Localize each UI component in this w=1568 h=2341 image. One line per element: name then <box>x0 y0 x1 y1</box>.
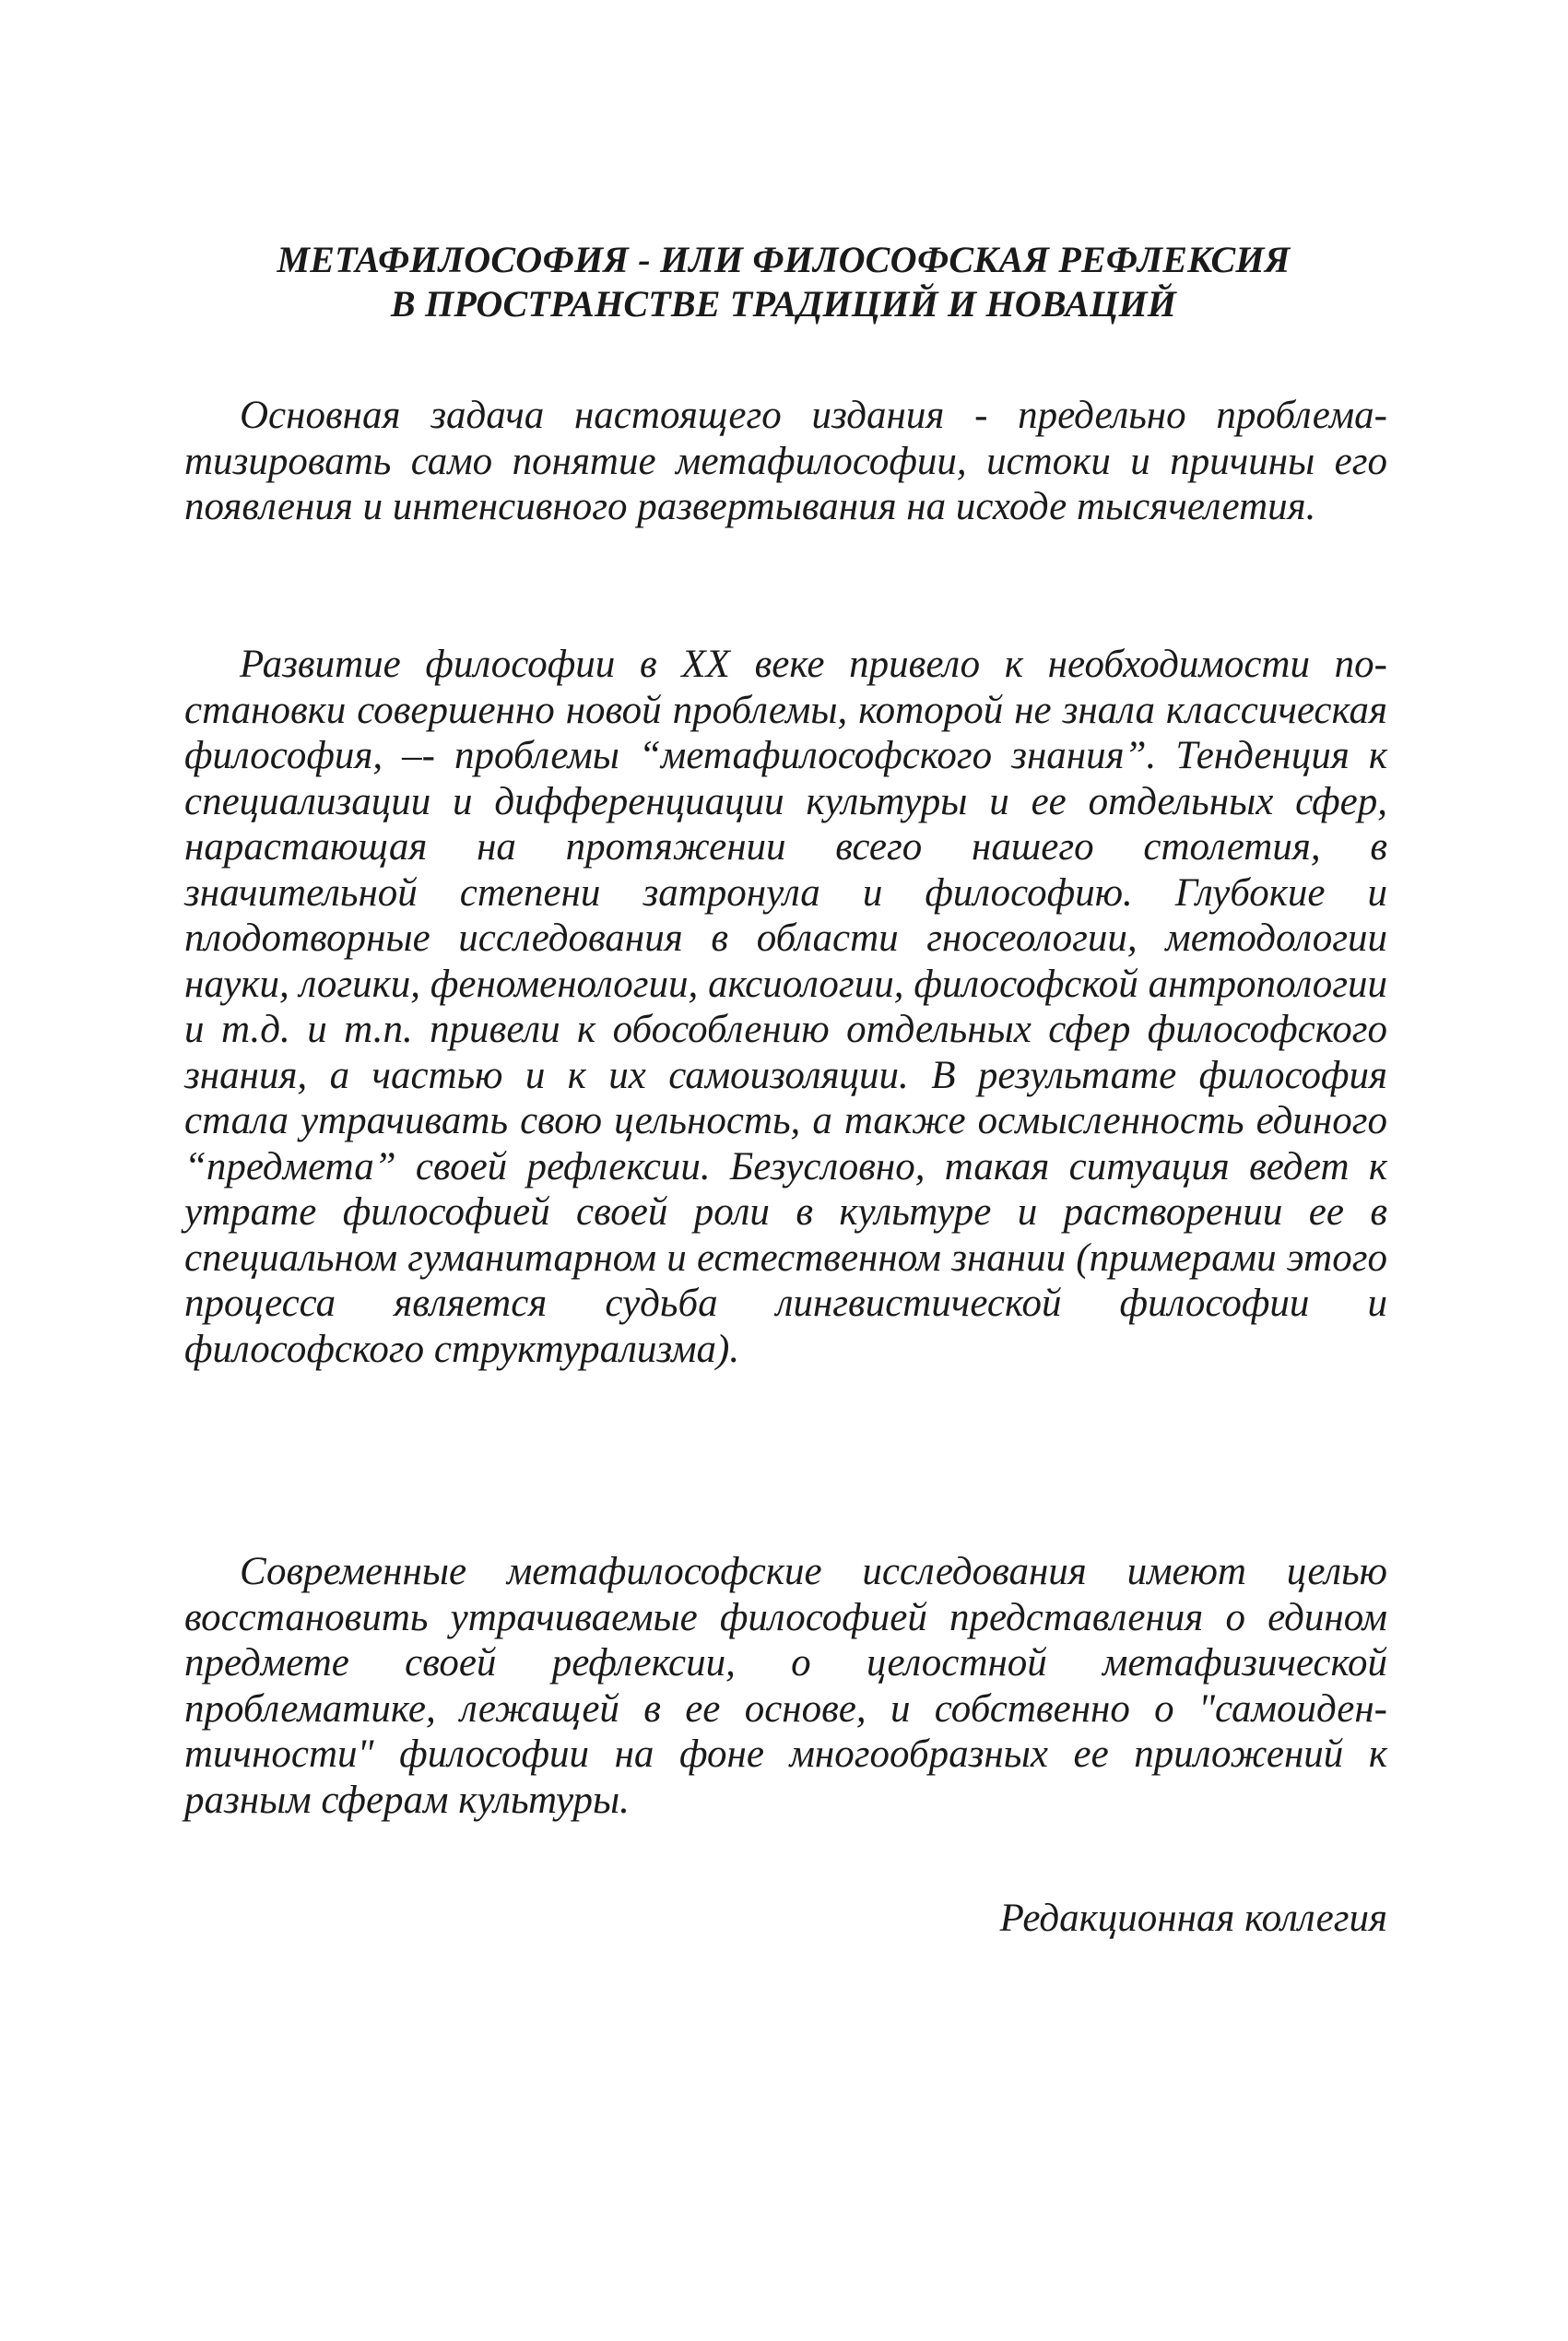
page-title <box>184 238 1383 326</box>
paragraph-development: Развитие философии в XX веке привело к необходимости постановки совершенно новой проблемы, которой не знала классическая философия, –- проблемы “метафилософского знания”. Тенденция к специализации и дифференциации культуры и ее отдельных сфер, нарастающая на протяжении всего нашего столетия, в значительной степени затронула и философию. Глубокие и плодотворные исследования в области гносеологии, методологии науки, логики, феноменологии, аксиологии, философской антропологии и т.д. и т.п. привели к обособлению отдельных сфер философского знания, а частью и к их самоизоляции. В результате философия стала утрачивать свою цельность, а также осмысленность единого “предмета” своей рефлексии. Безусловно, такая ситуация ведет к утрате философией своей роли в культуре и растворении ее в специальном гуманитарном и естественном знании (примерами этого процесса является судьба лингвистической философии и философского структурализма). <box>184 643 1387 1371</box>
paragraph-modern-research: Современные метафилософские исследования имеют целью восстановить утрачиваемые философией представления о едином предмете своей рефлексии, о целостной метафизической проблематике, лежащей в ее основе, и собственно о "самоидентичности" философии на фоне многообразных ее приложений к разным сферам культуры. <box>184 1550 1387 1822</box>
paragraph-intro: Основная задача настоящего издания - предельно проблематизировать само понятие метафилософии, истоки и причины его появления и интенсивного развертывания на исходе тысячелетия. <box>184 394 1387 528</box>
title-line-1: МЕТАФИЛОСОФИЯ - ИЛИ ФИЛОСОФСКАЯ РЕФЛЕКСИЯ <box>277 239 1291 280</box>
title-line-2: В ПРОСТРАНСТВЕ ТРАДИЦИЙ И НОВАЦИЙ <box>390 283 1177 325</box>
editorial-signature: Редакционная коллегия <box>999 1897 1387 1940</box>
